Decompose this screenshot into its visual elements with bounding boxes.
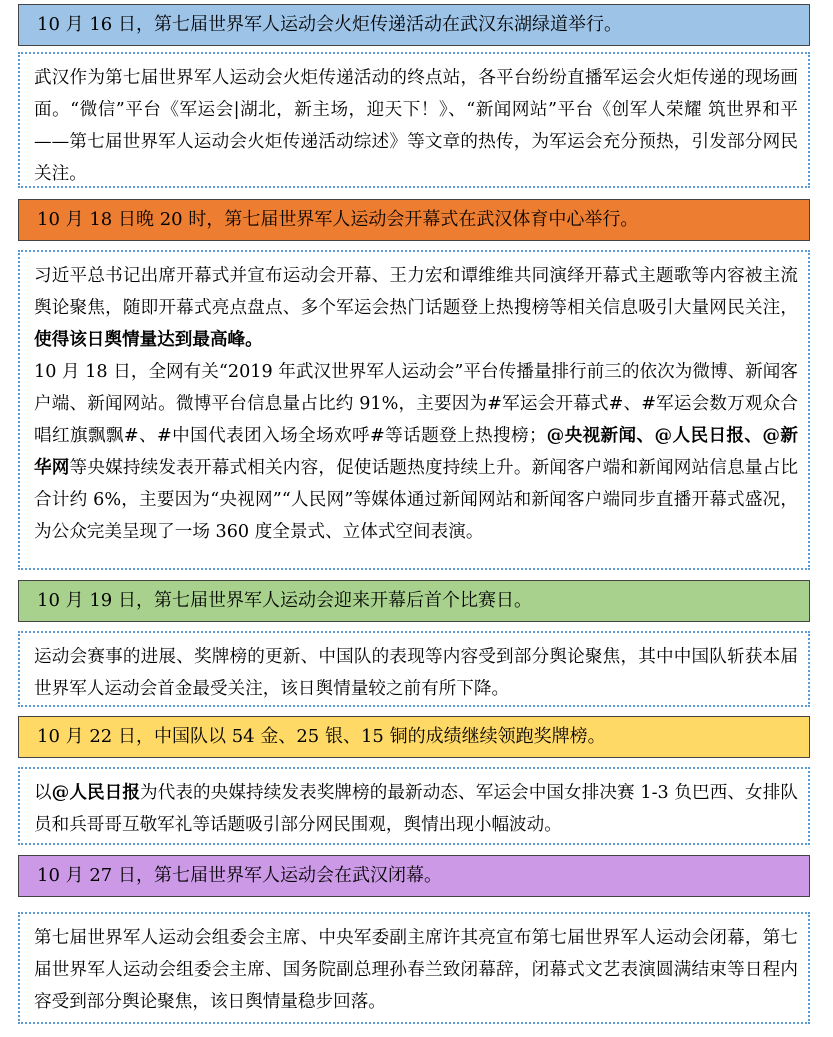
event-4-paragraph: 以@人民日报为代表的央媒持续发表奖牌榜的最新动态、军运会中国女排决赛 1-3 负巴西、女排队员和兵哥哥互敬军礼等话题吸引部分网民围观，舆情出现小幅波动。	[34, 782, 798, 835]
event-1-paragraph: 武汉作为第七届世界军人运动会火炬传递活动的终点站，各平台纷纷直播军运会火炬传递的现场画面。“微信”平台《军运会|湖北，新主场，迎天下！》、“新闻网站”平台《创军人荣耀 筑世界和平——第七届世界军人运动会火炬传递活动综述》等文章的热传，为军运会充分预热，引发部分网民关注。	[34, 68, 798, 184]
event-5-card	[18, 912, 810, 1024]
event-3-paragraph: 运动会赛事的进展、奖牌榜的更新、中国队的表现等内容受到部分舆论聚焦，其中中国队斩获本届世界军人运动会首金最受关注，该日舆情量较之前有所下降。	[34, 647, 798, 699]
event-2-header: 10 月 18 日晚 20 时，第七届世界军人运动会开幕式在武汉体育中心举行。	[18, 199, 810, 241]
event-2-paragraph-2: 10 月 18 日，全网有关“2019 年武汉世界军人运动会”平台传播量排行前三的依次为微博、新闻客户端、新闻网站。微博平台信息量占比约 91%，主要因为#军运会开幕式#、#军运会数万观众合唱红旗飘飘#、#中国代表团入场全场欢呼#等话题登上热搜榜；@央视新闻、@人民日报、@新华网等央媒持续发表开幕式相关内容，促使话题热度持续上升。新闻客户端和新闻网站信息量占比合计约 6%，主要因为“央视网”“人民网”等媒体通过新闻网站和新闻客户端同步直播开幕式盛况，为公众完美呈现了一场 360 度全景式、立体式空间表演。	[34, 362, 798, 542]
event-3-header: 10 月 19 日，第七届世界军人运动会迎来开幕后首个比赛日。	[18, 580, 810, 622]
event-1-card	[18, 52, 810, 188]
event-3-card	[18, 631, 810, 707]
event-4-card	[18, 767, 810, 845]
event-5-paragraph: 第七届世界军人运动会组委会主席、中央军委副主席许其亮宣布第七届世界军人运动会闭幕，第七届世界军人运动会组委会主席、国务院副总理孙春兰致闭幕辞，闭幕式文艺表演圆满结束等日程内容受到部分舆论聚焦，该日舆情量稳步回落。	[34, 928, 798, 1012]
event-1-header: 10 月 16 日，第七届世界军人运动会火炬传递活动在武汉东湖绿道举行。	[18, 4, 810, 46]
event-2-paragraph-1: 习近平总书记出席开幕式并宣布运动会开幕、王力宏和谭维维共同演绎开幕式主题歌等内容被主流舆论聚焦，随即开幕式亮点盘点、多个军运会热门话题登上热搜榜等相关信息吸引大量网民关注，使得该日舆情量达到最高峰。	[34, 266, 798, 350]
event-2-card	[18, 250, 810, 570]
event-4-header: 10 月 22 日，中国队以 54 金、25 银、15 铜的成绩继续领跑奖牌榜。	[18, 716, 810, 758]
event-5-header: 10 月 27 日，第七届世界军人运动会在武汉闭幕。	[18, 855, 810, 897]
